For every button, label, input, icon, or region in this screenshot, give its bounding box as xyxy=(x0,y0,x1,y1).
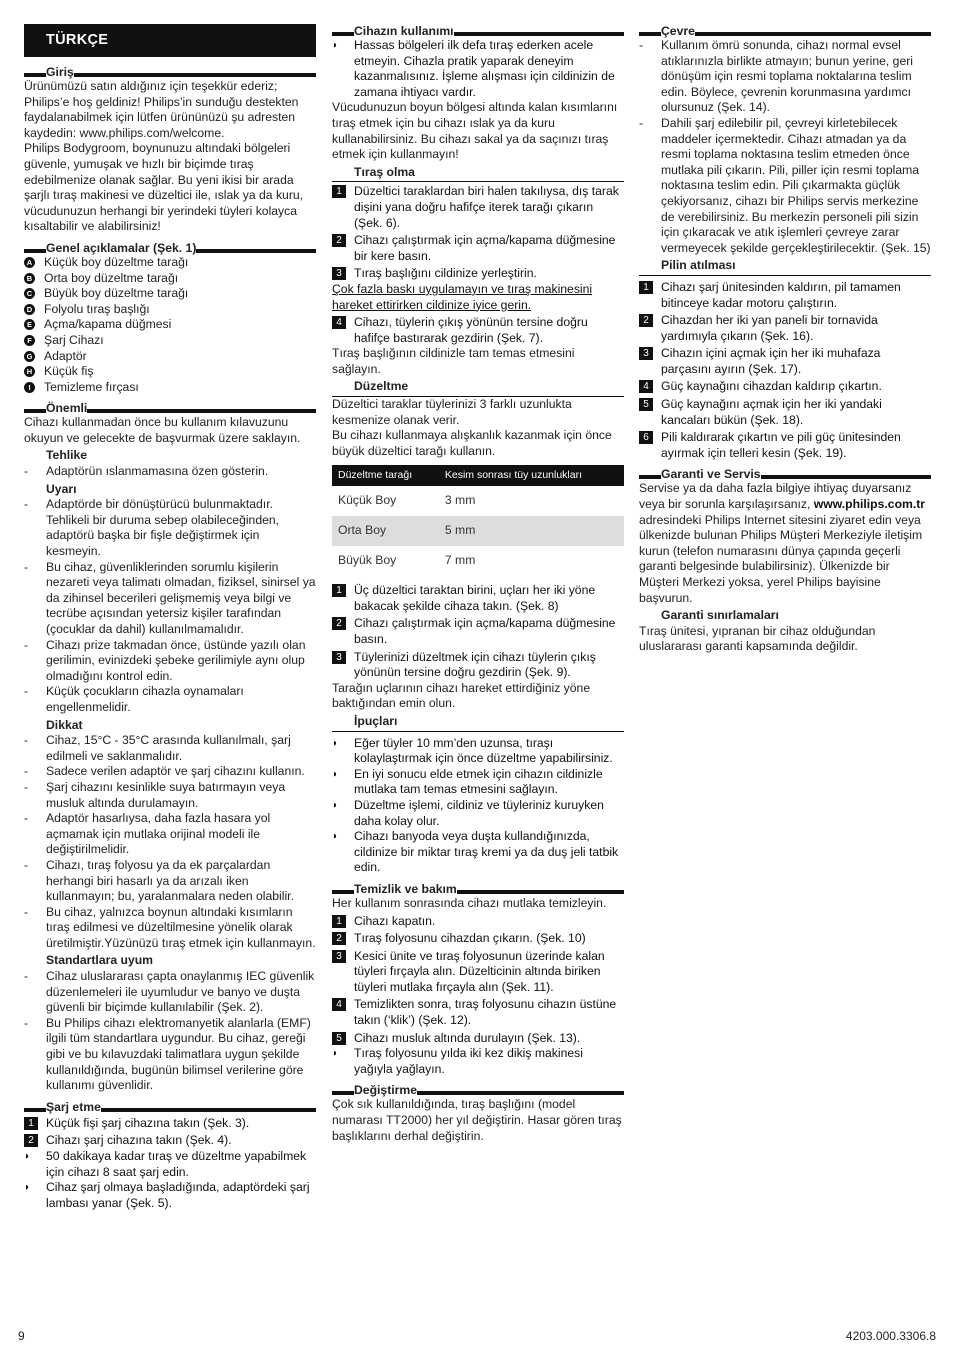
step-text: Tüylerinizi düzeltmek için cihazı tüylerin çıkış yönünün tersine doğru gezdirin (Şek. 9). xyxy=(354,649,596,680)
letter-badge-icon: F xyxy=(24,335,35,346)
numbered-step xyxy=(332,583,624,614)
usage-bullet: ◗ Hassas bölgeleri ilk defa tıraş ederken acele etmeyin. Cihazla pratik yaparak deneyim kazanmalısınız. İşleme alışması için cildinizin de zamana ihtiyacı vardır. xyxy=(332,38,615,99)
list-item xyxy=(24,780,316,811)
table-row: Büyük Boy 7 mm xyxy=(338,552,476,567)
list-item xyxy=(24,1016,316,1094)
table-header: Düzeltme tarağı xyxy=(332,465,439,486)
step-text: Cihazın içini açmak için her iki muhafaza parçasını ayırın (Şek. 17). xyxy=(661,346,881,376)
bullet-item xyxy=(332,767,624,798)
environment-list xyxy=(639,38,931,256)
letter-badge-icon: D xyxy=(24,304,35,315)
dash-marker: - xyxy=(24,904,29,919)
letter-badge-icon: H xyxy=(24,366,35,377)
battery-steps xyxy=(639,280,931,462)
warning-heading: Uyarı xyxy=(46,481,77,496)
shaving-step-4: 4 Cihazı, tüylerin çıkış yönünün tersine doğru hafifçe bastırarak gezdirin (Şek. 7). xyxy=(332,315,624,346)
list-item-text: Cihazı prize takmadan önce, üstünde yazılı olan gerilimin, evinizdeki şebeke gerilimiyle aynı olup olmadığını kontrol edin. xyxy=(46,637,306,683)
step-text: Tıraş başlığını cildinize yerleştirin. xyxy=(354,266,537,281)
important-intro: Cihazı kullanmadan önce bu kullanım kılavuzunu okuyun ve gelecekte de başvurmak üzere saklayın. xyxy=(24,415,301,445)
replacement-paragraph: Çok sık kullanıldığında, tıraş başlığını (model numarası TT2000) her yıl değiştirin. Hasar gören tıraş başlıklarını derhal değiştirin. xyxy=(332,1097,622,1143)
warranty-paragraph: Servise ya da daha fazla bilgiye ihtiyaç duyarsanız veya bir sorunla karşılaşırsanız, www.philips.com.tr adresindeki Philips Internet sitesini ziyaret edin veya ülkenizde bulunan Philips Müşteri Merkeziyle iletişim kurun (telefon numarasını dünya çapında geçerli garanti belgesinde bulabilirsiniz). Ülkenizde bir Müşteri Merkezi yoksa, yerel Philips bayisine başvurun. xyxy=(639,481,926,605)
step-number: 5 xyxy=(332,1032,346,1045)
numbered-step xyxy=(332,650,624,681)
step-text: Güç kaynağını açmak için her iki yandaki kancaları bükün (Şek. 18). xyxy=(661,397,882,427)
trimming-after: Tarağın uçlarının cihazı hareket ettirdiğiniz yöne baktığından emin olun. xyxy=(332,680,591,711)
list-item xyxy=(24,464,316,480)
column-1 xyxy=(24,24,316,1211)
list-item xyxy=(24,733,316,764)
bullet-item xyxy=(24,1149,316,1180)
list-item xyxy=(24,858,316,905)
list-item xyxy=(639,116,931,256)
parts-list-label: Küçük boy düzeltme tarağı xyxy=(44,254,189,269)
list-item-text: Dahili şarj edilebilir pil, çevreyi kirletebilecek maddeler içermektedir. Cihazı atmadan ya da resmi toplama noktasına teslim etmeden önce mutlaka pili çıkarın. Pili, piller için resmi toplama noktasına teslim edin. Pili çıkarmakta güçlük çekiyorsanız, cihazı bir Philips servis merkezine de verebilirsiniz. Bu merkezin personeli pili sizin için çıkaracak ve atık işlemleri çevreye zarar vermeyecek şekilde gerçekleştirilecektir. (Şek. 15) xyxy=(661,115,931,255)
list-item xyxy=(24,811,316,858)
step-number: 6 xyxy=(639,431,653,444)
list-item-text: Bu cihaz, güvenliklerinden sorumlu kişilerin nezareti veya talimatı olmadan, fiziksel, sinirsel ya da zihinsel becerileri gelişmemiş veya bilgi ve tecrübe açısından yetersiz kişiler tarafından (çocuklar da dahil) kullanılmamalıdır. xyxy=(46,559,316,636)
dash-marker: - xyxy=(24,464,29,479)
section-heading-warranty: Garanti ve Servis xyxy=(639,467,931,481)
bullet-icon: ◗ xyxy=(332,799,339,811)
list-item-text: Bu cihaz, yalnızca boynun altındaki kısımların tıraş edilmesi ve düzeltilmesine yönelik olarak üretilmiştir.Yüzünüzü tıraş etmek için kullanmayın. xyxy=(46,904,316,950)
list-item xyxy=(24,764,316,780)
letter-badge-icon: B xyxy=(24,273,35,284)
bullet-text: Düzeltme işlemi, cildiniz ve tüyleriniz kuruyken daha kolay olur. xyxy=(354,797,604,828)
bullet-text: Cihazı banyoda veya duşta kullandığınızda, cildinize bir miktar tıraş kremi ya da duş jeli tatbik edin. xyxy=(354,829,619,875)
numbered-step xyxy=(639,379,931,395)
numbered-step xyxy=(332,184,624,231)
step-number: 1 xyxy=(332,915,346,928)
step-number: 3 xyxy=(332,651,346,664)
numbered-step xyxy=(332,914,624,930)
bullet-item xyxy=(332,736,624,767)
dash-marker: - xyxy=(24,969,29,984)
page-number: 9 xyxy=(18,1329,25,1343)
battery-heading: Pilin atılması xyxy=(639,258,931,276)
step-number: 5 xyxy=(639,398,653,411)
list-item-text: Cihaz, 15°C - 35°C arasında kullanılmalı, şarj edilmeli ve saklanmalıdır. xyxy=(46,733,291,763)
step-number: 1 xyxy=(24,1117,38,1130)
intro-paragraph-2: Philips Bodygroom, boynunuzu altındaki bölgeleri güvenle, yumuşak ve hızlı bir biçimde tıraş edebilmenize olanak sağlar. Bu yeni ikisi bir arada şarjlı tıraş makinesi ve düzeltici ile, ıslak ya da kuru, vücudunuzun herhangi bir yerindeki tüyleri kolayca kısaltabilir ve alabilirsiniz! xyxy=(24,141,304,234)
numbered-step xyxy=(24,1116,316,1132)
trimming-paragraph-1: Düzeltici taraklar tüylerinizi 3 farklı uzunlukta kesmenize olanak verir. xyxy=(332,397,572,427)
bullet-item xyxy=(332,829,624,876)
list-item-text: Bu Philips cihazı elektromanyetik alanlarla (EMF) ilgili tüm standartlara uygundur. Bu cihaz, gereği gibi ve bu kılavuzdaki talimatlara uygun şekilde kullanıldığında, bugünün bilimsel verilerine göre kullanımı güvenlidir. xyxy=(46,1015,311,1093)
dash-marker: - xyxy=(639,115,644,130)
step-text: Kesici ünite ve tıraş folyosunun üzerinde kalan tüyleri fırçayla alın. Düzelticinin altında biriken tüyleri mutlaka fırçayla alın (Şek. 11). xyxy=(354,948,605,994)
numbered-step xyxy=(639,280,931,311)
step-number: 1 xyxy=(639,281,653,294)
cleaning-intro: Her kullanım sonrasında cihazı mutlaka temizleyin. xyxy=(332,895,607,910)
warranty-limits-paragraph: Tıraş ünitesi, yıpranan bir cihaz olduğundan uluslararası garanti kapsamında değildir. xyxy=(639,623,876,654)
numbered-step xyxy=(332,616,624,647)
step-text: Cihazı şarj ünitesinden kaldırın, pil tamamen bitinceye kadar motoru çalıştırın. xyxy=(661,279,901,310)
shaving-heading: Tıraş olma xyxy=(332,165,624,183)
numbered-step xyxy=(332,233,624,264)
cleaning-bullet: ◗ Tıraş folyosunu yılda iki kez dikiş makinesi yağıyla yağlayın. xyxy=(332,1046,583,1076)
step-number: 2 xyxy=(332,617,346,630)
list-item-text: Sadece verilen adaptör ve şarj cihazını kullanın. xyxy=(46,764,305,779)
parts-list-item xyxy=(24,286,316,302)
step-number: 2 xyxy=(639,314,653,327)
step-text: Cihazı musluk altında durulayın (Şek. 13). xyxy=(354,1030,581,1045)
letter-badge-icon: I xyxy=(24,382,35,393)
step-text: Temizlikten sonra, tıraş folyosunu cihazın üstüne takın (‘klik’) (Şek. 12). xyxy=(354,997,617,1028)
section-heading-usage: Cihazın kullanımı xyxy=(332,24,624,38)
document-code: 4203.000.3306.8 xyxy=(845,1329,936,1343)
bullet-icon: ◗ xyxy=(24,1182,31,1194)
dash-marker: - xyxy=(24,637,29,652)
parts-list-item xyxy=(24,349,316,365)
numbered-step xyxy=(24,1133,316,1149)
language-heading: TÜRKÇE xyxy=(24,24,316,57)
bullet-text: Eğer tüyler 10 mm’den uzunsa, tıraşı kolaylaştırmak için önce düzeltme yapabilirsiniz. xyxy=(354,735,613,766)
table-row: Orta Boy 5 mm xyxy=(332,516,624,546)
step-text: Küçük fişi şarj cihazına takın (Şek. 3). xyxy=(46,1115,250,1130)
dash-marker: - xyxy=(24,1015,29,1030)
bullet-item xyxy=(332,798,624,829)
step-number: 4 xyxy=(639,380,653,393)
step-text: Güç kaynağını cihazdan kaldırıp çıkartın. xyxy=(661,379,882,394)
list-item xyxy=(24,684,316,715)
intro-paragraph-1: Ürünümüzü satın aldığınız için teşekkür ederiz; Philips’e hoş geldiniz! Philips’in sunduğu destekten faydalanabilmek için lütfen ürününüzü şu adresten kaydedin: www.philips.com/welcome. xyxy=(24,79,299,140)
step-text: Cihazı çalıştırmak için açma/kapama düğmesine bir kere basın. xyxy=(354,233,616,263)
danger-list xyxy=(24,464,316,480)
caution-heading: Dikkat xyxy=(46,717,83,732)
dash-marker: - xyxy=(24,733,29,748)
parts-list-label: Küçük fiş xyxy=(44,364,94,379)
numbered-step xyxy=(332,931,624,947)
step-number: 4 xyxy=(332,998,346,1011)
dash-marker: - xyxy=(24,684,29,699)
letter-badge-icon: E xyxy=(24,319,35,330)
bullet-icon: ◗ xyxy=(332,831,339,843)
step-number: 1 xyxy=(332,185,346,198)
trimming-paragraph-2: Bu cihazı kullanmaya alışkanlık kazanmak için önce büyük düzeltici tarağı kullanın. xyxy=(332,428,612,458)
list-item-text: Adaptör hasarlıysa, daha fazla hasara yol açmamak için mutlaka orijinal modeli ile değiştirilmelidir. xyxy=(46,811,271,857)
list-item-text: Cihaz uluslararası çapta onaylanmış IEC güvenlik düzenlemeleri ile uyumludur ve banyo ve duşta güvenli bir biçimde kullanılabilir (Şek. 2). xyxy=(46,969,315,1015)
charging-bullets xyxy=(24,1149,316,1211)
parts-list-label: Temizleme fırçası xyxy=(44,379,139,394)
bullet-icon: ◗ xyxy=(332,737,339,749)
step-text: Cihazdan her iki yan paneli bir tornavida yardımıyla çıkarın (Şek. 16). xyxy=(661,313,878,343)
letter-badge-icon: C xyxy=(24,288,35,299)
numbered-step xyxy=(332,997,624,1028)
section-heading-important: Önemli xyxy=(24,401,316,415)
step-text: Üç düzeltici taraktan birini, uçları her iki yöne bakacak şekilde cihaza takın. (Şek. 8) xyxy=(354,583,596,613)
column-3 xyxy=(639,24,931,655)
standards-heading: Standartlara uyum xyxy=(46,953,154,968)
list-item-text: Şarj cihazını kesinlikle suya batırmayın veya musluk altında durulamayın. xyxy=(46,779,286,810)
shaving-after: Tıraş başlığının cildinizle tam temas etmesini sağlayın. xyxy=(332,346,575,376)
dash-marker: - xyxy=(24,764,29,779)
dash-marker: - xyxy=(24,559,29,574)
shaving-steps xyxy=(332,184,624,282)
shaving-note: Çok fazla baskı uygulamayın ve tıraş makinesini hareket ettirirken cildinize iyice gerin. xyxy=(332,281,593,312)
section-heading-environment: Çevre xyxy=(639,24,931,38)
step-text: Cihazı kapatın. xyxy=(354,913,436,928)
section-heading-general: Genel açıklamalar (Şek. 1) xyxy=(24,241,316,255)
dash-marker: - xyxy=(24,779,29,794)
parts-list-label: Açma/kapama düğmesi xyxy=(44,317,172,332)
section-heading-replacement: Değiştirme xyxy=(332,1083,624,1097)
list-item xyxy=(24,497,316,559)
step-number: 3 xyxy=(639,347,653,360)
step-text: Cihazı şarj cihazına takın (Şek. 4). xyxy=(46,1133,232,1148)
section-heading-intro: Giriş xyxy=(24,65,316,79)
parts-list-item xyxy=(24,271,316,287)
list-item xyxy=(24,638,316,685)
step-number: 3 xyxy=(332,950,346,963)
tips-heading: İpuçları xyxy=(332,714,624,732)
letter-badge-icon: G xyxy=(24,351,35,362)
danger-heading: Tehlike xyxy=(46,448,88,463)
cleaning-steps xyxy=(332,914,624,1047)
tips-list xyxy=(332,736,624,876)
list-item xyxy=(24,905,316,952)
dash-marker: - xyxy=(24,857,29,872)
trimming-steps xyxy=(332,583,624,681)
parts-list-label: Folyolu tıraş başlığı xyxy=(44,301,150,316)
list-item-text: Cihazı, tıraş folyosu ya da ek parçalardan herhangi biri hasarlı ya da arızalı iken kullanmayın; bu, yaralanmalara neden olabilir. xyxy=(46,857,294,904)
parts-list-item xyxy=(24,380,316,396)
usage-paragraph: Vücudunuzun boyun bölgesi altında kalan kısımlarını tıraş etmek için bu cihazı ıslak ya da kuru kullanabilirsiniz. Bu cihazı sakal ya da saçınızı tıraş etmek için kullanmayın! xyxy=(332,100,618,162)
numbered-step xyxy=(332,1031,624,1047)
parts-list-item xyxy=(24,333,316,349)
parts-list-item xyxy=(24,302,316,318)
step-text: Cihazı çalıştırmak için açma/kapama düğmesine basın. xyxy=(354,616,616,646)
parts-list xyxy=(24,255,316,395)
letter-badge-icon: A xyxy=(24,257,35,268)
charging-steps xyxy=(24,1116,316,1149)
dash-marker: - xyxy=(639,38,644,52)
warranty-limits-heading: Garanti sınırlamaları xyxy=(661,608,779,623)
numbered-step xyxy=(332,949,624,996)
parts-list-item xyxy=(24,317,316,333)
trimming-heading: Düzeltme xyxy=(332,379,624,397)
list-item xyxy=(24,969,316,1016)
list-item-text: Kullanım ömrü sonunda, cihazı normal evsel atıklarınızla birlikte atmayın; bunun yerine, geri dönüşüm için resmi toplama noktalarına teslim edin. Böylece, çevrenin korunmasına yardımcı olursunuz (Şek. 14). xyxy=(661,38,913,115)
step-text: Pili kaldırarak çıkartın ve pili güç ünitesinden ayırmak için telleri kesin (Şek. 19). xyxy=(661,430,901,460)
parts-list-item xyxy=(24,255,316,271)
step-text: Düzeltici taraklardan biri halen takılıysa, dış tarak dişini yana doğru hafifçe iterek tarağı çıkarın (Şek. 6). xyxy=(354,184,619,230)
step-number: 2 xyxy=(24,1134,38,1147)
bullet-icon: ◗ xyxy=(332,768,339,780)
table-row: Küçük Boy 3 mm xyxy=(338,493,476,508)
parts-list-item xyxy=(24,364,316,380)
dash-marker: - xyxy=(24,497,29,512)
dash-marker: - xyxy=(24,811,29,826)
parts-list-label: Orta boy düzeltme tarağı xyxy=(44,270,179,285)
numbered-step xyxy=(639,430,931,461)
list-item xyxy=(639,38,931,116)
numbered-step xyxy=(332,266,624,282)
numbered-step xyxy=(639,346,931,377)
step-text: Tıraş folyosunu cihazdan çıkarın. (Şek. 10) xyxy=(354,931,586,946)
step-number: 1 xyxy=(332,584,346,597)
warning-list xyxy=(24,497,316,715)
list-item-text: Adaptörün ıslanmamasına özen gösterin. xyxy=(46,464,269,479)
numbered-step xyxy=(639,313,931,344)
parts-list-label: Şarj Cihazı xyxy=(44,332,104,347)
caution-list xyxy=(24,733,316,951)
list-item xyxy=(24,560,316,638)
parts-list-label: Adaptör xyxy=(44,348,87,363)
table-header: Kesim sonrası tüy uzunlukları xyxy=(439,465,624,486)
bullet-text: Cihaz şarj olmaya başladığında, adaptördeki şarj lambası yanar (Şek. 5). xyxy=(46,1180,310,1210)
bullet-icon: ◗ xyxy=(24,1151,31,1162)
philips-url-link[interactable]: www.philips.com.tr xyxy=(813,497,926,512)
section-heading-charging: Şarj etme xyxy=(24,1100,316,1114)
column-2 xyxy=(332,24,624,1144)
step-number: 2 xyxy=(332,932,346,945)
section-heading-cleaning: Temizlik ve bakım xyxy=(332,882,624,896)
bullet-text: En iyi sonucu elde etmek için cihazın cildinizle mutlaka tam temas etmesini sağlayın. xyxy=(354,766,603,797)
parts-list-label: Büyük boy düzeltme tarağı xyxy=(44,286,189,301)
list-item-text: Küçük çocukların cihazla oynamaları engellenmelidir. xyxy=(46,684,244,714)
standards-list xyxy=(24,969,316,1094)
comb-length-table xyxy=(332,465,624,575)
list-item-text: Adaptörde bir dönüştürücü bulunmaktadır. Tehlikeli bir duruma sebep olabileceğinden, adaptörü başka bir fişle değiştirmek için kesmeyin. xyxy=(46,497,280,559)
step-number: 3 xyxy=(332,267,346,280)
bullet-text: 50 dakikaya kadar tıraş ve düzeltme yapabilmek için cihazı 8 saat şarj edin. xyxy=(46,1149,307,1179)
numbered-step xyxy=(639,397,931,428)
bullet-item xyxy=(24,1180,316,1211)
step-number: 2 xyxy=(332,234,346,247)
